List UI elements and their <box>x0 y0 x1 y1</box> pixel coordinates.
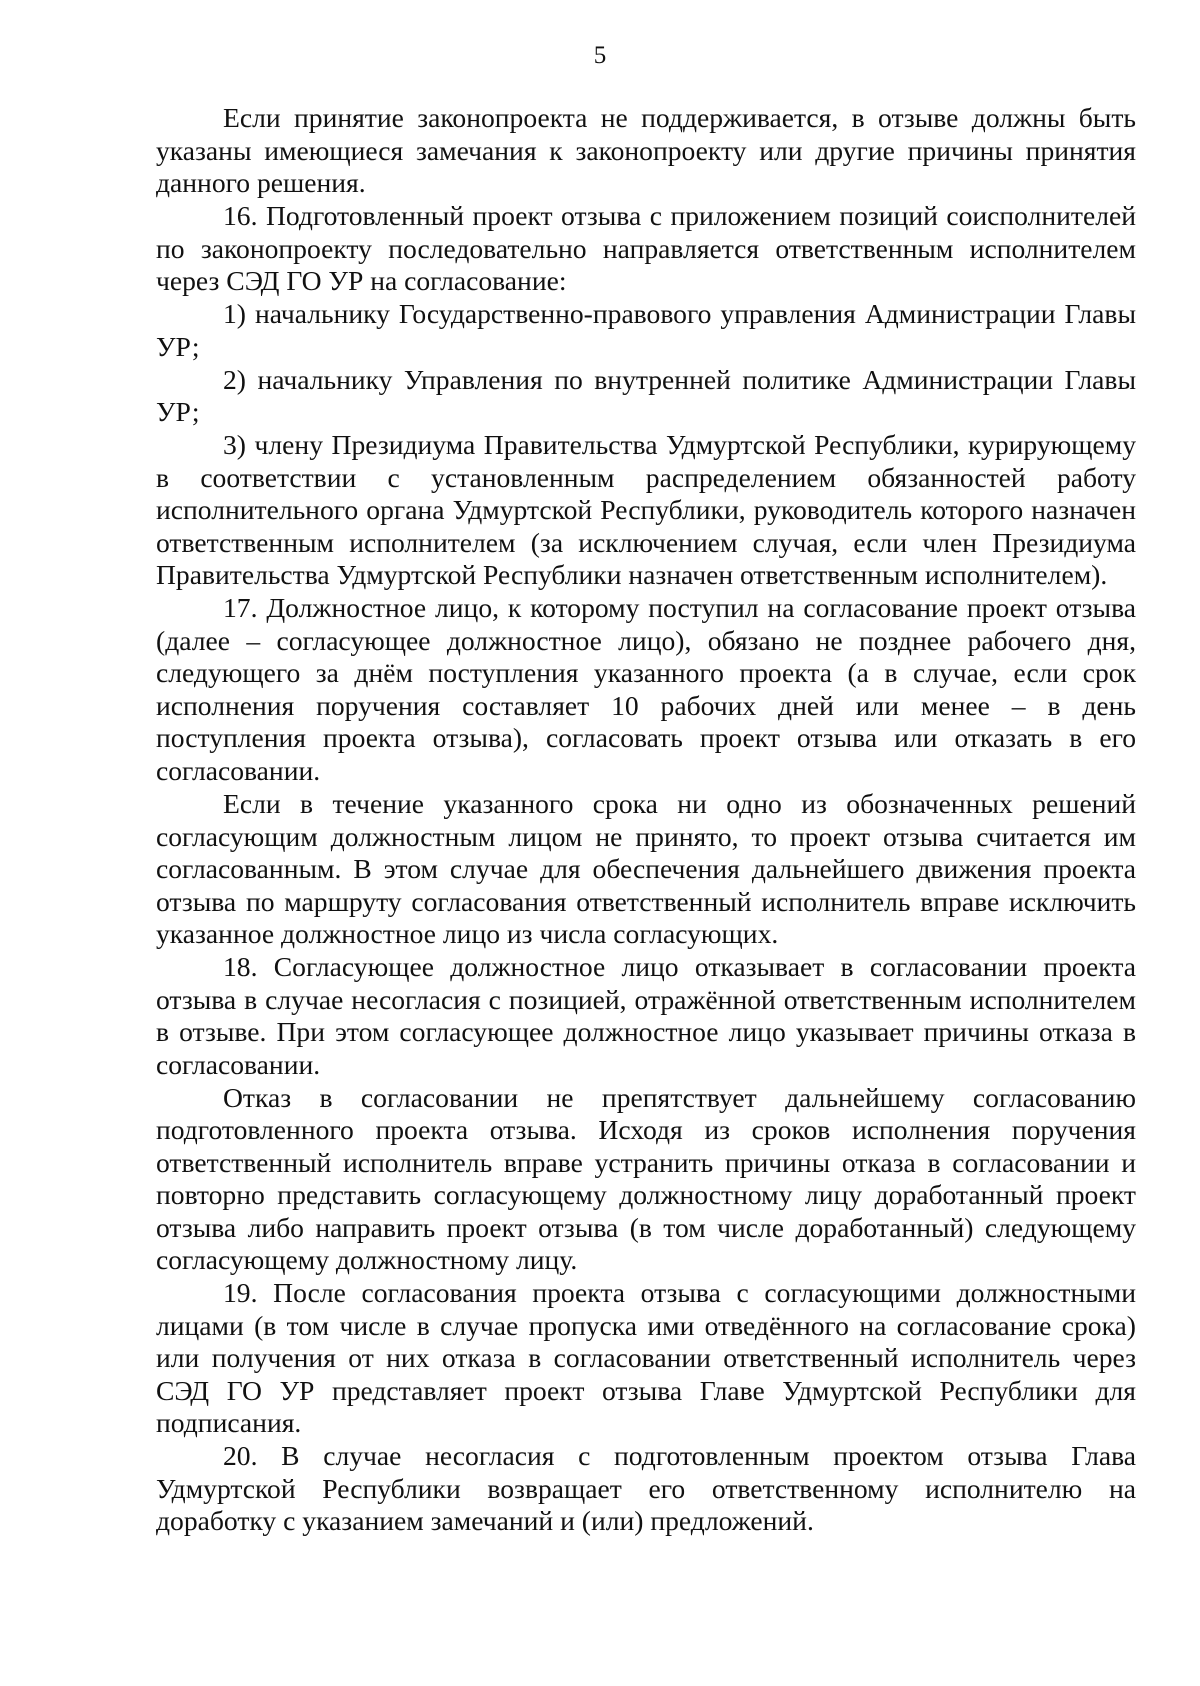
paragraph-item-18-continuation: Отказ в согласовании не препятствует дальнейшему согласованию подготовленного проекта отзыва. Исходя из сроков исполнения поручения ответственный исполнитель вправе устранить причины отказа в согласовании и повторно представить согласующему должностному лицу доработанный проект отзыва либо направить проект отзыва (в том числе доработанный) следующему согласующему должностному лицу. <box>156 1081 1136 1276</box>
page-number: 5 <box>593 42 607 69</box>
list-item-1: 1) начальнику Государственно-правового управления Администрации Главы УР; <box>156 298 1136 362</box>
paragraph-item-18: 18. Согласующее должностное лицо отказывает в согласовании проекта отзыва в случае несогласия с позицией, отражённой ответственным исполнителем в отзыве. При этом согласующее должностное лицо указывает причины отказа в согласовании. <box>156 951 1136 1080</box>
paragraph-item-20: 20. В случае несогласия с подготовленным проектом отзыва Глава Удмуртской Республики возвращает его ответственному исполнителю на доработку с указанием замечаний и (или) предложений. <box>156 1440 1136 1537</box>
paragraph-item-16: 16. Подготовленный проект отзыва с приложением позиций соисполнителей по законопроекту последовательно направляется ответственным исполнителем через СЭД ГО УР на согласование: <box>156 200 1136 297</box>
paragraph-objection-remarks: Если принятие законопроекта не поддерживается, в отзыве должны быть указаны имеющиеся замечания к законопроекту или другие причины принятия данного решения. <box>156 102 1136 198</box>
document-body <box>156 102 1136 1539</box>
list-item-2: 2) начальнику Управления по внутренней политике Администрации Главы УР; <box>156 363 1136 428</box>
paragraph-item-19: 19. После согласования проекта отзыва с согласующими должностными лицами (в том числе в случае пропуска ими отведённого на согласование срока) или получения от них отказа в согласовании ответственный исполнитель через СЭД ГО УР представляет проект отзыва Главе Удмуртской Республики для подписания. <box>156 1277 1136 1439</box>
paragraph-item-17: 17. Должностное лицо, к которому поступил на согласование проект отзыва (далее – согласующее должностное лицо), обязано не позднее рабочего дня, следующего за днём поступления указанного проекта (а в случае, если срок исполнения поручения составляет 10 рабочих дней или менее – в день поступления проекта отзыва), согласовать проект отзыва или отказать в его согласовании. <box>156 592 1136 786</box>
paragraph-item-17-continuation: Если в течение указанного срока ни одно из обозначенных решений согласующим должностным лицом не принято, то проект отзыва считается им согласованным. В этом случае для обеспечения дальнейшего движения проекта отзыва по маршруту согласования ответственный исполнитель вправе исключить указанное должностное лицо из числа согласующих. <box>156 788 1136 950</box>
list-item-3: 3) члену Президиума Правительства Удмуртской Республики, курирующему в соответствии с установленным распределением обязанностей работу исполнительного органа Удмуртской Республики, руководитель которого назначен ответственным исполнителем (за исключением случая, если член Президиума Правительства Удмуртской Республики назначен ответственным исполнителем). <box>156 429 1136 591</box>
